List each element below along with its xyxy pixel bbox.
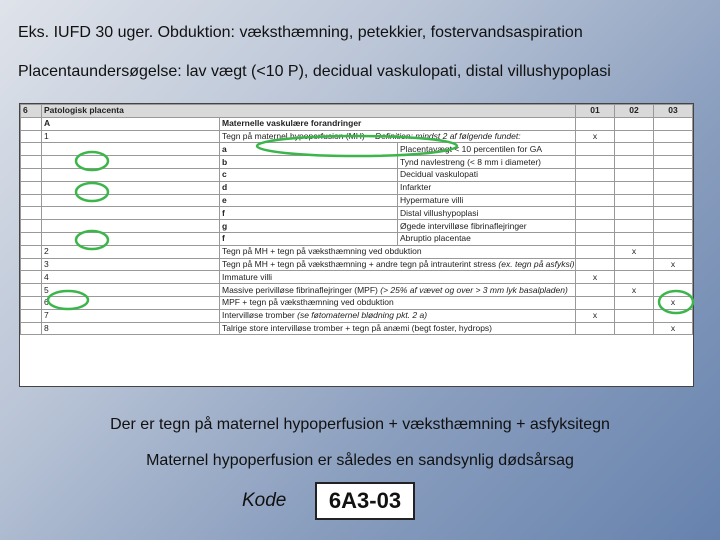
- table-row: [21, 258, 693, 271]
- row-note: (se føtomaternel blødning pkt. 2 a): [297, 310, 428, 321]
- pathology-table: [20, 104, 693, 335]
- scanned-protocol-table: [19, 103, 694, 387]
- mark-02: [615, 271, 654, 284]
- mark-03: [654, 245, 693, 258]
- col-header-01: 01: [576, 105, 615, 118]
- title-line-2: Placentaundersøgelse: lav vægt (<10 P), decidual vaskulopati, distal villushypoplasi: [18, 63, 611, 80]
- mark-03: x: [654, 322, 693, 335]
- row-number: 1: [42, 130, 220, 143]
- row-number: 4: [42, 271, 220, 284]
- criterion-letter: f: [220, 232, 398, 245]
- mark-01: [576, 296, 615, 309]
- row-main-text: Tegn på maternel hypoperfusion (MH): [222, 130, 365, 141]
- table-row: [21, 309, 693, 322]
- table-row: [21, 168, 693, 181]
- criterion-letter: d: [220, 181, 398, 194]
- criterion-letter: c: [220, 168, 398, 181]
- criterion-letter: f: [220, 207, 398, 220]
- conclusion-line-1: Der er tegn på maternel hypoperfusion + væksthæmning + asfyksitegn: [110, 416, 610, 433]
- table-row: [21, 322, 693, 335]
- title-line-1: Eks. IUFD 30 uger. Obduktion: væksthæmning, petekkier, fostervandsaspiration: [18, 24, 583, 41]
- criterion-letter: g: [220, 220, 398, 233]
- table-row: [21, 194, 693, 207]
- mark-02: [615, 296, 654, 309]
- row-number: 7: [42, 309, 220, 322]
- mark-02: [615, 130, 654, 143]
- table-row: [21, 156, 693, 169]
- mark-03: x: [654, 296, 693, 309]
- mark-03: [654, 271, 693, 284]
- row-note: (ex. tegn på asfyksi): [498, 258, 575, 269]
- mark-02: [615, 322, 654, 335]
- criterion-letter: a: [220, 143, 398, 156]
- criterion-text: Tynd navlestreng (< 8 mm i diameter): [398, 156, 576, 169]
- mark-03: [654, 130, 693, 143]
- table-row: [21, 284, 693, 297]
- row-number: 2: [42, 245, 220, 258]
- mark-01: [576, 322, 615, 335]
- criterion-text: Distal villushypoplasi: [398, 207, 576, 220]
- row-main-text: Massive perivilløse fibrinaflejringer (MPF): [222, 284, 378, 295]
- mark-02: [615, 258, 654, 271]
- code-value-box: 6A3-03: [315, 482, 415, 520]
- row-number: 8: [42, 322, 220, 335]
- sub-title: Maternelle vaskulære forandringer: [220, 117, 576, 130]
- mark-02: x: [615, 284, 654, 297]
- table-row: [21, 181, 693, 194]
- sub-letter: A: [42, 117, 220, 130]
- mark-02: [615, 309, 654, 322]
- table-row: [21, 143, 693, 156]
- criterion-letter: b: [220, 156, 398, 169]
- table-row: [21, 207, 693, 220]
- row-number: 6: [42, 296, 220, 309]
- row-number: 5: [42, 284, 220, 297]
- section-title: Patologisk placenta: [42, 105, 576, 118]
- mark-01: x: [576, 309, 615, 322]
- criterion-text: Øgede intervilløse fibrinaflejringer: [398, 220, 576, 233]
- table-row: [21, 245, 693, 258]
- table-header-row: [21, 105, 693, 118]
- col-header-02: 02: [615, 105, 654, 118]
- row-main-text: Intervilløse tromber: [222, 310, 295, 321]
- row-number: 3: [42, 258, 220, 271]
- row-main-text: Tegn på MH + tegn på væksthæmning ved obduktion: [222, 246, 422, 257]
- mark-02: x: [615, 245, 654, 258]
- table-row: [21, 117, 693, 130]
- mark-03: [654, 284, 693, 297]
- row-main-text: MPF + tegn på væksthæmning ved obduktion: [222, 297, 394, 308]
- row-main-text: Tegn på MH + tegn på væksthæmning + andre tegn på intrauterint stress: [222, 258, 497, 269]
- mark-01: [576, 284, 615, 297]
- criterion-text: Abruptio placentae: [398, 232, 576, 245]
- mark-01: [576, 258, 615, 271]
- mark-03: [654, 309, 693, 322]
- conclusion-line-2: Maternel hypoperfusion er således en sandsynlig dødsårsag: [146, 452, 574, 469]
- mark-01: x: [576, 130, 615, 143]
- table-row: [21, 232, 693, 245]
- table-row: [21, 220, 693, 233]
- table-row: [21, 130, 693, 143]
- mark-01: x: [576, 271, 615, 284]
- mark-03: x: [654, 258, 693, 271]
- criterion-text: Placentavægt < 10 percentilen for GA: [398, 143, 576, 156]
- col-header-03: 03: [654, 105, 693, 118]
- mark-01: [576, 245, 615, 258]
- row-main-text: Immature villi: [222, 271, 273, 282]
- criterion-letter: e: [220, 194, 398, 207]
- row-definition: Definition: mindst 2 af følgende fundet:: [375, 130, 521, 141]
- table-row: [21, 271, 693, 284]
- row-text: [220, 130, 576, 143]
- criterion-text: Hypermature villi: [398, 194, 576, 207]
- table-row: [21, 296, 693, 309]
- row-main-text: Talrige store intervilløse tromber + tegn på anæmi (begt foster, hydrops): [222, 322, 492, 333]
- section-number: 6: [21, 105, 42, 118]
- criterion-text: Decidual vaskulopati: [398, 168, 576, 181]
- criterion-text: Infarkter: [398, 181, 576, 194]
- row-note: (> 25% af vævet og over > 3 mm lyk basalpladen): [380, 284, 568, 295]
- code-label: Kode: [242, 490, 287, 511]
